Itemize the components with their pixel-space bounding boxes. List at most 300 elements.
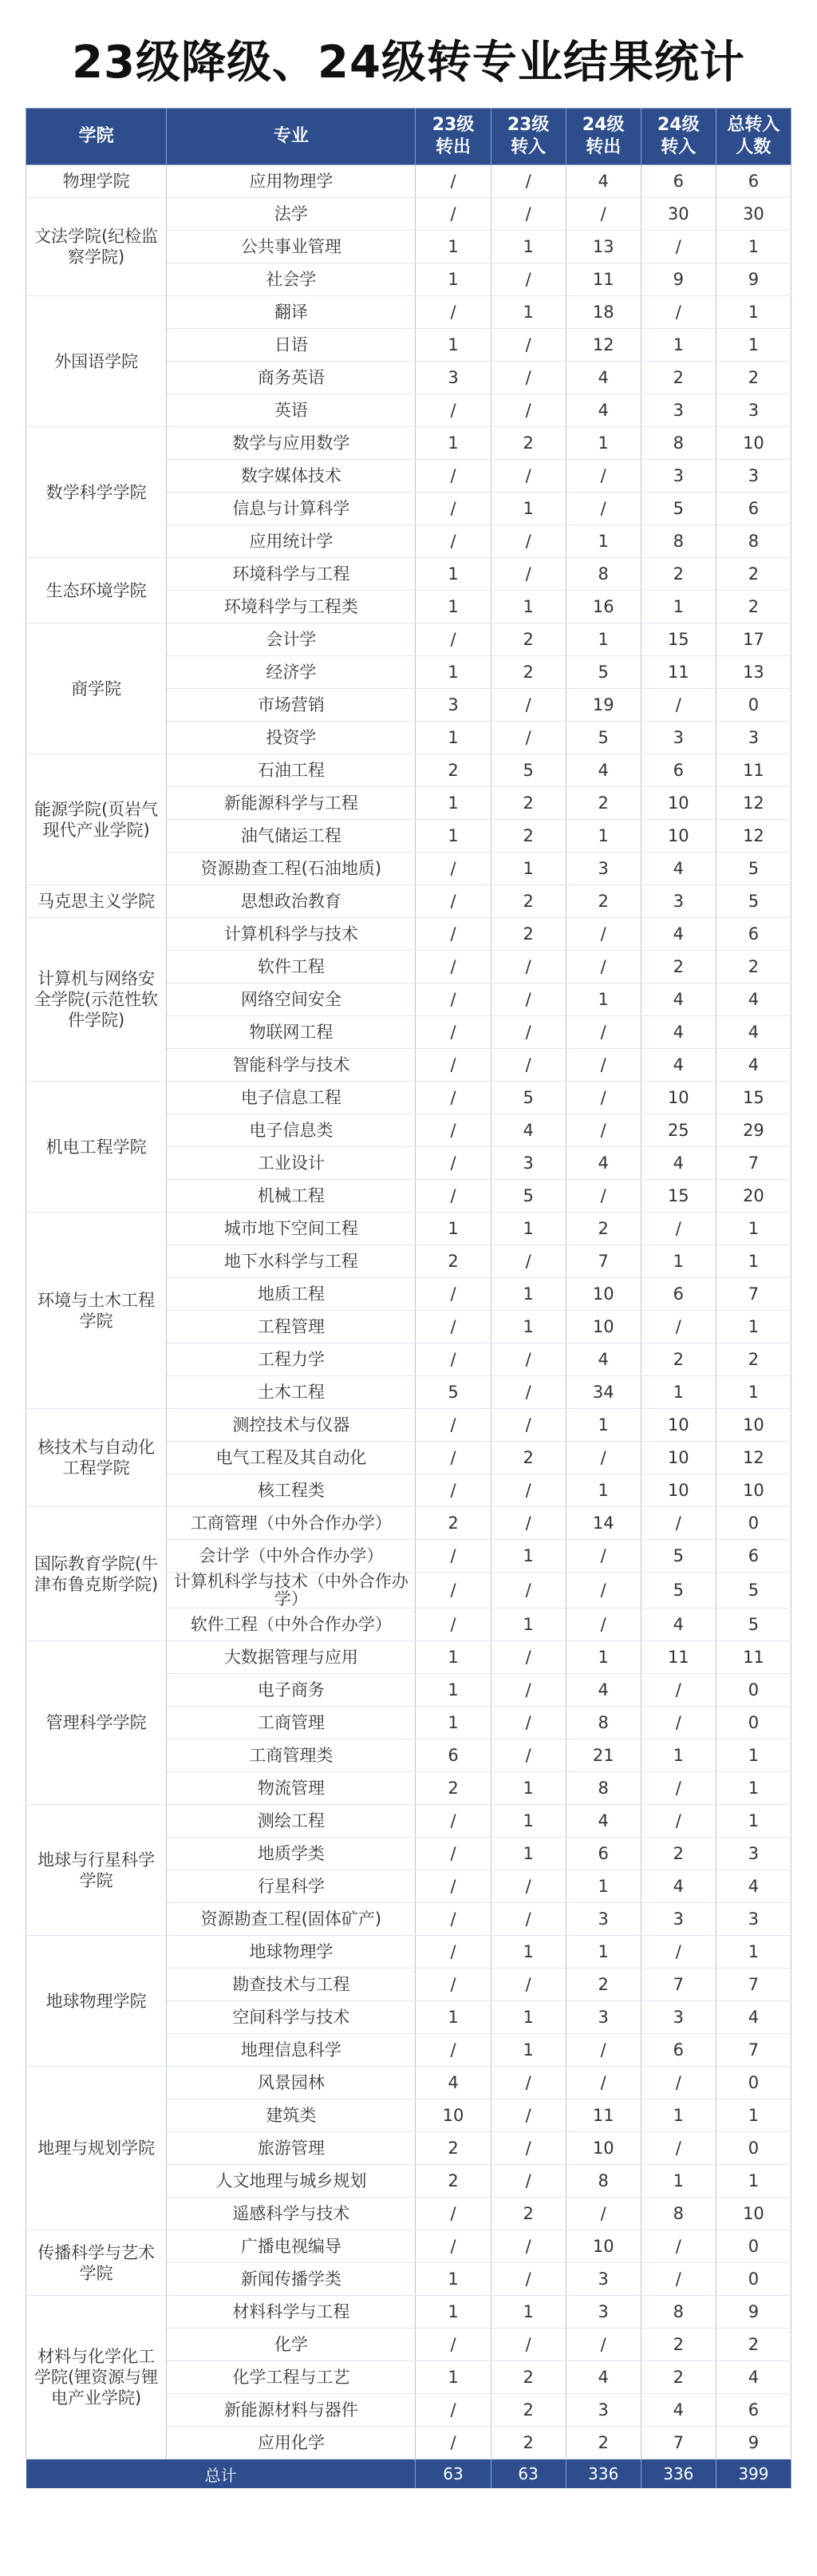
value-cell: / [566, 918, 641, 951]
major-cell: 地下水科学与工程 [167, 1245, 416, 1278]
value-cell: / [491, 1969, 566, 2001]
major-cell: 石油工程 [167, 754, 416, 787]
value-cell: 6 [641, 165, 716, 198]
major-cell: 化学 [167, 2329, 416, 2361]
major-cell: 建筑类 [167, 2099, 416, 2132]
value-cell: 12 [566, 329, 641, 362]
transfer-results-table [26, 108, 791, 2488]
table-header-row [26, 109, 791, 165]
value-cell: 1 [416, 2263, 491, 2296]
value-cell: / [416, 1969, 491, 2001]
value-cell: 2 [491, 623, 566, 656]
value-cell: / [416, 2230, 491, 2263]
value-cell: 9 [716, 263, 791, 296]
value-cell: 3 [416, 362, 491, 394]
value-cell: / [491, 165, 566, 198]
value-cell: 1 [416, 231, 491, 263]
major-cell: 商务英语 [167, 362, 416, 394]
value-cell: 1 [491, 1805, 566, 1838]
major-cell: 经济学 [167, 656, 416, 689]
value-cell: 1 [716, 1936, 791, 1969]
value-cell: 2 [491, 2394, 566, 2427]
major-cell: 智能科学与技术 [167, 1049, 416, 1082]
value-cell: / [566, 951, 641, 983]
value-cell: / [491, 1507, 566, 1540]
major-cell: 英语 [167, 394, 416, 427]
college-cell: 能源学院(页岩气现代产业学院) [26, 754, 167, 885]
college-cell: 外国语学院 [26, 296, 167, 427]
value-cell: 1 [491, 2034, 566, 2067]
value-cell: 2 [566, 885, 641, 918]
value-cell: 1 [416, 2001, 491, 2034]
value-cell: 8 [641, 2198, 716, 2230]
value-cell: 3 [566, 2263, 641, 2296]
major-cell: 新闻传播学类 [167, 2263, 416, 2296]
major-cell: 信息与计算科学 [167, 493, 416, 525]
value-cell: / [416, 1147, 491, 1180]
value-cell: 10 [641, 787, 716, 820]
value-cell: / [566, 1114, 641, 1147]
value-cell: 1 [566, 623, 641, 656]
value-cell: 3 [566, 1903, 641, 1936]
value-cell: 6 [716, 493, 791, 525]
value-cell: 6 [566, 1838, 641, 1870]
value-cell: / [416, 525, 491, 558]
value-cell: / [491, 460, 566, 493]
value-cell: 20 [716, 1180, 791, 1213]
major-cell: 社会学 [167, 263, 416, 296]
value-cell: / [491, 2329, 566, 2361]
value-cell: 6 [716, 1540, 791, 1573]
value-cell: / [566, 460, 641, 493]
value-cell: / [491, 1049, 566, 1082]
college-cell: 地球与行星科学学院 [26, 1805, 167, 1936]
value-cell: / [566, 1609, 641, 1641]
value-cell: 4 [566, 2361, 641, 2394]
value-cell: / [416, 1838, 491, 1870]
college-cell: 传播科学与艺术学院 [26, 2230, 167, 2296]
value-cell: 18 [566, 296, 641, 329]
value-cell: / [491, 263, 566, 296]
table-row [26, 1213, 791, 1245]
total-cell: 63 [491, 2459, 566, 2489]
value-cell: 5 [716, 885, 791, 918]
value-cell: 1 [416, 427, 491, 460]
total-cell: 399 [716, 2459, 791, 2489]
total-label: 总计 [26, 2459, 416, 2489]
value-cell: 4 [566, 1674, 641, 1707]
value-cell: / [491, 1409, 566, 1442]
value-cell: / [416, 198, 491, 231]
header-major: 专业 [167, 109, 416, 165]
value-cell: 4 [641, 1870, 716, 1903]
college-cell: 国际教育学院(牛津布鲁克斯学院) [26, 1507, 167, 1641]
value-cell: / [416, 1805, 491, 1838]
value-cell: / [416, 1343, 491, 1376]
value-cell: 5 [491, 1082, 566, 1114]
value-cell: 2 [566, 1969, 641, 2001]
value-cell: 5 [641, 1540, 716, 1573]
value-cell: 11 [716, 1641, 791, 1674]
value-cell: 4 [641, 2394, 716, 2427]
major-cell: 机械工程 [167, 1180, 416, 1213]
value-cell: 1 [416, 558, 491, 591]
value-cell: 8 [641, 525, 716, 558]
value-cell: 0 [716, 2263, 791, 2296]
major-cell: 地理信息科学 [167, 2034, 416, 2067]
value-cell: 3 [416, 689, 491, 722]
value-cell: 17 [716, 623, 791, 656]
major-cell: 空间科学与技术 [167, 2001, 416, 2034]
value-cell: 7 [716, 1147, 791, 1180]
value-cell: 3 [716, 1903, 791, 1936]
value-cell: 1 [716, 2099, 791, 2132]
value-cell: 4 [716, 2001, 791, 2034]
total-cell: 336 [641, 2459, 716, 2489]
value-cell: / [641, 689, 716, 722]
value-cell: / [416, 1903, 491, 1936]
value-cell: 8 [641, 2296, 716, 2329]
value-cell: / [641, 1707, 716, 1739]
table-row [26, 1082, 791, 1114]
major-cell: 新能源科学与工程 [167, 787, 416, 820]
value-cell: / [416, 1082, 491, 1114]
value-cell: 1 [641, 2099, 716, 2132]
value-cell: 11 [641, 1641, 716, 1674]
major-cell: 工程管理 [167, 1311, 416, 1343]
value-cell: / [416, 1936, 491, 1969]
value-cell: 1 [566, 1870, 641, 1903]
value-cell: 1 [416, 656, 491, 689]
value-cell: / [491, 1739, 566, 1772]
college-cell: 马克思主义学院 [26, 885, 167, 918]
value-cell: 10 [416, 2099, 491, 2132]
value-cell: / [491, 689, 566, 722]
value-cell: 1 [641, 2165, 716, 2198]
value-cell: 2 [566, 1213, 641, 1245]
value-cell: 1 [491, 1838, 566, 1870]
total-cell: 63 [416, 2459, 491, 2489]
value-cell: 1 [641, 329, 716, 362]
value-cell: 2 [491, 820, 566, 853]
value-cell: / [491, 2263, 566, 2296]
value-cell: / [491, 2132, 566, 2165]
value-cell: 0 [716, 2067, 791, 2099]
header-24-out: 24级 转出 [566, 109, 641, 165]
value-cell: 2 [416, 1245, 491, 1278]
total-cell: 336 [566, 2459, 641, 2489]
value-cell: 1 [716, 1805, 791, 1838]
value-cell: 7 [716, 1969, 791, 2001]
value-cell: / [566, 2329, 641, 2361]
value-cell: 1 [641, 1739, 716, 1772]
value-cell: / [416, 2329, 491, 2361]
value-cell: 1 [716, 1772, 791, 1805]
value-cell: 16 [566, 591, 641, 623]
value-cell: / [491, 2099, 566, 2132]
value-cell: / [491, 2165, 566, 2198]
major-cell: 新能源材料与器件 [167, 2394, 416, 2427]
header-23-in: 23级 转入 [491, 109, 566, 165]
value-cell: / [416, 1870, 491, 1903]
value-cell: 2 [491, 2361, 566, 2394]
major-cell: 资源勘查工程(石油地质) [167, 853, 416, 885]
value-cell: 3 [716, 394, 791, 427]
value-cell: 5 [641, 1573, 716, 1609]
major-cell: 地质工程 [167, 1278, 416, 1311]
value-cell: 6 [416, 1739, 491, 1772]
value-cell: 3 [641, 394, 716, 427]
value-cell: / [491, 2230, 566, 2263]
value-cell: 2 [491, 787, 566, 820]
value-cell: 4 [641, 983, 716, 1016]
value-cell: 1 [491, 296, 566, 329]
major-cell: 计算机科学与技术 [167, 918, 416, 951]
value-cell: 15 [716, 1082, 791, 1114]
value-cell: / [416, 1049, 491, 1082]
value-cell: 3 [716, 1838, 791, 1870]
value-cell: 1 [416, 591, 491, 623]
value-cell: / [416, 853, 491, 885]
major-cell: 风景园林 [167, 2067, 416, 2099]
value-cell: / [566, 1082, 641, 1114]
value-cell: / [416, 1114, 491, 1147]
value-cell: / [491, 722, 566, 754]
value-cell: / [491, 1674, 566, 1707]
value-cell: 10 [716, 1409, 791, 1442]
college-cell: 管理科学学院 [26, 1641, 167, 1805]
value-cell: / [416, 1609, 491, 1641]
value-cell: / [491, 1016, 566, 1049]
major-cell: 土木工程 [167, 1376, 416, 1409]
major-cell: 公共事业管理 [167, 231, 416, 263]
value-cell: 4 [566, 1147, 641, 1180]
value-cell: 4 [716, 983, 791, 1016]
major-cell: 大数据管理与应用 [167, 1641, 416, 1674]
value-cell: 4 [716, 1870, 791, 1903]
value-cell: 4 [641, 1049, 716, 1082]
value-cell: 1 [416, 2361, 491, 2394]
value-cell: 5 [566, 722, 641, 754]
value-cell: 2 [716, 558, 791, 591]
table-body [26, 165, 791, 2459]
value-cell: 10 [716, 1474, 791, 1507]
value-cell: 12 [716, 820, 791, 853]
table-row [26, 165, 791, 198]
college-cell: 地球物理学院 [26, 1936, 167, 2067]
major-cell: 电气工程及其自动化 [167, 1442, 416, 1474]
value-cell: / [416, 2394, 491, 2427]
value-cell: 30 [716, 198, 791, 231]
value-cell: 2 [491, 2198, 566, 2230]
college-cell: 商学院 [26, 623, 167, 754]
value-cell: 4 [566, 362, 641, 394]
value-cell: 1 [491, 2296, 566, 2329]
value-cell: 2 [641, 2361, 716, 2394]
value-cell: 1 [716, 329, 791, 362]
major-cell: 环境科学与工程 [167, 558, 416, 591]
value-cell: / [566, 1049, 641, 1082]
college-cell: 生态环境学院 [26, 558, 167, 623]
value-cell: / [641, 2263, 716, 2296]
table-row [26, 198, 791, 231]
value-cell: / [491, 1343, 566, 1376]
value-cell: 1 [491, 1213, 566, 1245]
value-cell: 2 [641, 1343, 716, 1376]
table-row [26, 918, 791, 951]
college-cell: 材料与化学化工学院(锂资源与锂电产业学院) [26, 2296, 167, 2459]
total-row [26, 2459, 791, 2489]
major-cell: 法学 [167, 198, 416, 231]
value-cell: 3 [566, 853, 641, 885]
value-cell: 1 [566, 983, 641, 1016]
value-cell: / [416, 885, 491, 918]
value-cell: / [491, 558, 566, 591]
value-cell: 5 [716, 1573, 791, 1609]
value-cell: 4 [491, 1114, 566, 1147]
value-cell: 7 [641, 1969, 716, 2001]
value-cell: 1 [716, 1376, 791, 1409]
value-cell: 1 [641, 591, 716, 623]
value-cell: 1 [416, 1213, 491, 1245]
college-cell: 核技术与自动化工程学院 [26, 1409, 167, 1507]
value-cell: 1 [491, 1772, 566, 1805]
value-cell: / [416, 1180, 491, 1213]
value-cell: 13 [716, 656, 791, 689]
major-cell: 应用统计学 [167, 525, 416, 558]
table-row [26, 623, 791, 656]
value-cell: 2 [641, 1838, 716, 1870]
value-cell: 1 [716, 2165, 791, 2198]
value-cell: 3 [566, 2394, 641, 2427]
value-cell: / [416, 623, 491, 656]
major-cell: 遥感科学与技术 [167, 2198, 416, 2230]
value-cell: 6 [641, 1278, 716, 1311]
major-cell: 电子信息工程 [167, 1082, 416, 1114]
value-cell: 1 [566, 1474, 641, 1507]
table-row [26, 2296, 791, 2329]
value-cell: 0 [716, 1707, 791, 1739]
major-cell: 日语 [167, 329, 416, 362]
major-cell: 人文地理与城乡规划 [167, 2165, 416, 2198]
value-cell: 10 [566, 2230, 641, 2263]
value-cell: 3 [641, 1903, 716, 1936]
major-cell: 电子商务 [167, 1674, 416, 1707]
value-cell: 11 [566, 2099, 641, 2132]
value-cell: 5 [491, 754, 566, 787]
value-cell: 5 [641, 493, 716, 525]
college-cell: 计算机与网络安全学院(示范性软件学院) [26, 918, 167, 1082]
value-cell: 1 [416, 329, 491, 362]
value-cell: 6 [716, 165, 791, 198]
value-cell: 6 [641, 754, 716, 787]
table-row [26, 558, 791, 591]
value-cell: 1 [416, 2296, 491, 2329]
value-cell: 1 [491, 1936, 566, 1969]
value-cell: 1 [491, 853, 566, 885]
value-cell: 2 [491, 1442, 566, 1474]
value-cell: 4 [716, 2361, 791, 2394]
value-cell: 1 [566, 525, 641, 558]
value-cell: 30 [641, 198, 716, 231]
value-cell: 1 [641, 1245, 716, 1278]
value-cell: / [416, 1016, 491, 1049]
value-cell: / [566, 1442, 641, 1474]
value-cell: 15 [641, 623, 716, 656]
header-23-out: 23级 转出 [416, 109, 491, 165]
table-row [26, 1805, 791, 1838]
value-cell: 7 [716, 1278, 791, 1311]
value-cell: 3 [716, 460, 791, 493]
major-cell: 会计学 [167, 623, 416, 656]
value-cell: 1 [716, 1739, 791, 1772]
college-cell: 文法学院(纪检监察学院) [26, 198, 167, 296]
value-cell: 9 [716, 2296, 791, 2329]
table-row [26, 296, 791, 329]
value-cell: 1 [716, 296, 791, 329]
value-cell: 1 [491, 2001, 566, 2034]
value-cell: / [416, 1311, 491, 1343]
value-cell: 5 [416, 1376, 491, 1409]
value-cell: 4 [716, 1016, 791, 1049]
value-cell: 10 [641, 1442, 716, 1474]
major-cell: 网络空间安全 [167, 983, 416, 1016]
value-cell: / [491, 983, 566, 1016]
value-cell: 1 [416, 1674, 491, 1707]
major-cell: 广播电视编导 [167, 2230, 416, 2263]
value-cell: 9 [641, 263, 716, 296]
value-cell: 1 [566, 820, 641, 853]
value-cell: / [641, 1311, 716, 1343]
table-row [26, 754, 791, 787]
value-cell: / [641, 1507, 716, 1540]
value-cell: / [566, 1540, 641, 1573]
value-cell: 6 [716, 918, 791, 951]
value-cell: 2 [566, 2427, 641, 2459]
value-cell: / [416, 1409, 491, 1442]
major-cell: 资源勘查工程(固体矿产) [167, 1903, 416, 1936]
value-cell: / [566, 493, 641, 525]
value-cell: / [491, 1376, 566, 1409]
value-cell: 34 [566, 1376, 641, 1409]
value-cell: / [491, 1903, 566, 1936]
value-cell: / [416, 1442, 491, 1474]
value-cell: 12 [716, 1442, 791, 1474]
value-cell: 3 [641, 460, 716, 493]
value-cell: 29 [716, 1114, 791, 1147]
value-cell: 2 [641, 362, 716, 394]
major-cell: 翻译 [167, 296, 416, 329]
value-cell: / [566, 2034, 641, 2067]
page-title: 23级降级、24级转专业结果统计 [72, 37, 745, 89]
value-cell: / [416, 394, 491, 427]
major-cell: 软件工程 [167, 951, 416, 983]
value-cell: 12 [716, 787, 791, 820]
value-cell: 1 [566, 1409, 641, 1442]
value-cell: 3 [641, 885, 716, 918]
value-cell: 1 [416, 820, 491, 853]
header-24-in: 24级 转入 [641, 109, 716, 165]
value-cell: / [641, 2067, 716, 2099]
major-cell: 核工程类 [167, 1474, 416, 1507]
major-cell: 勘查技术与工程 [167, 1969, 416, 2001]
value-cell: / [416, 1573, 491, 1609]
college-cell: 机电工程学院 [26, 1082, 167, 1213]
value-cell: / [416, 918, 491, 951]
major-cell: 城市地下空间工程 [167, 1213, 416, 1245]
major-cell: 工程力学 [167, 1343, 416, 1376]
value-cell: 1 [416, 787, 491, 820]
